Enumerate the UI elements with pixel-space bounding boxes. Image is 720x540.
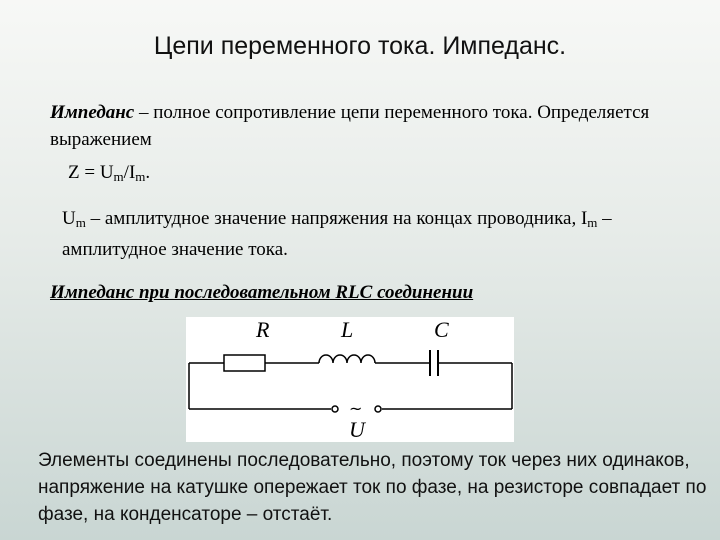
definition-term: Импеданс	[50, 102, 135, 123]
conclusion-paragraph: Элементы соединены последовательно, поэтому ток через них одинаков, напряжение на катушке опережает ток по фазе, на резисторе совпадает по фазе, на конденсаторе – отстаёт.	[38, 450, 707, 525]
section-subtitle: Импеданс при последовательном RLC соединении	[50, 282, 474, 303]
explanation-i-sub: m	[587, 215, 598, 230]
explanation-paragraph	[62, 205, 682, 263]
explanation-u: U	[62, 208, 76, 229]
explanation-part1: – амплитудное значение напряжения на концах проводника, I	[85, 208, 588, 229]
formula-sub-m2: m	[135, 169, 146, 184]
inductor-label: L	[341, 317, 354, 342]
source-terminal-left	[332, 406, 338, 412]
definition-text: – полное сопротивление цепи переменного тока. Определяется выражением	[50, 102, 650, 150]
formula-prefix: Z = U	[68, 162, 114, 183]
explanation-u-sub: m	[75, 215, 86, 230]
slide-title: Цепи переменного тока. Импеданс.	[153, 32, 567, 60]
formula-sub-m1: m	[113, 169, 124, 184]
circuit-svg	[186, 317, 514, 442]
voltage-label: U	[349, 417, 365, 442]
definition-paragraph	[50, 99, 690, 153]
rlc-circuit-diagram	[186, 317, 514, 442]
formula-suffix: .	[145, 162, 151, 183]
formula-middle: /I	[123, 162, 136, 183]
capacitor-label: C	[434, 317, 449, 342]
inductor-symbol	[319, 355, 375, 363]
source-terminal-right	[375, 406, 381, 412]
impedance-formula	[68, 162, 150, 185]
resistor-symbol	[224, 355, 265, 371]
explanation-part2: – амплитудное значение тока.	[62, 208, 612, 260]
resistor-label: R	[256, 317, 270, 342]
ac-source-symbol: ~	[349, 399, 363, 418]
